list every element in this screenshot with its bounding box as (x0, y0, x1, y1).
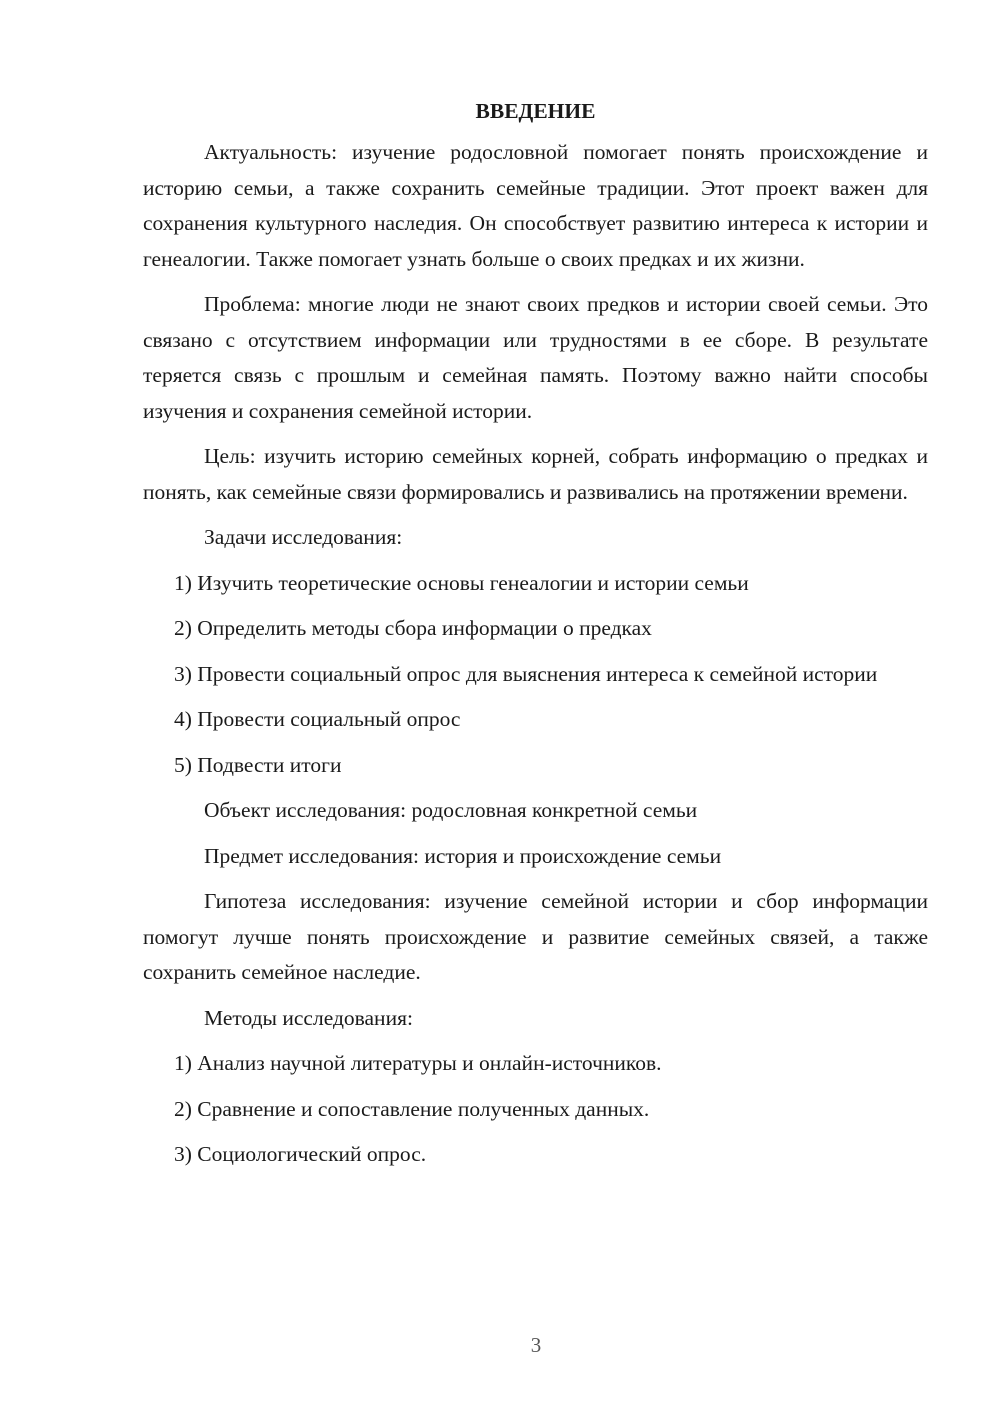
methods-heading: Методы исследования: (204, 1005, 413, 1030)
page-number: 3 (530, 1333, 542, 1357)
paragraph-hypothesis: Гипотеза исследования: изучение семейной истории и сбор информации помогут лучше понять происхождение и развитие семейных связей, а также сохранить семейное наследие. (143, 889, 928, 984)
method-item-2: 2) Сравнение и сопоставление полученных данных. (174, 1096, 650, 1121)
task-item-4: 4) Провести социальный опрос (174, 707, 461, 731)
paragraph-problem: Проблема: многие люди не знают своих предков и истории своей семьи. Это связано с отсутствием информации или трудностями в ее сборе. В результате теряется связь с прошлым и семейная память. Поэтому важно найти способы изучения и сохранения семейной истории. (143, 292, 928, 423)
paragraph-relevance: Актуальность: изучение родословной помогает понять происхождение и историю семьи, а также сохранить семейные традиции. Этот проект важен для сохранения культурного наследия. Он способствует развитию интереса к истории и генеалогии. Также помогает узнать больше о своих предках и их жизни. (143, 140, 928, 271)
document-page (143, 96, 928, 1183)
page-title: ВВЕДЕНИЕ (475, 99, 596, 123)
task-item-1: 1) Изучить теоретические основы генеалогии и истории семьи (174, 570, 749, 595)
task-item-3: 3) Провести социальный опрос для выяснения интереса к семейной истории (174, 661, 878, 686)
method-item-1: 1) Анализ научной литературы и онлайн-источников. (174, 1051, 662, 1075)
paragraph-object: Объект исследования: родословная конкретной семьи (204, 798, 698, 822)
method-item-3: 3) Социологический опрос. (174, 1142, 427, 1166)
tasks-heading: Задачи исследования: (204, 525, 403, 549)
task-item-2: 2) Определить методы сбора информации о предках (174, 616, 652, 640)
paragraph-subject: Предмет исследования: история и происхождение семьи (204, 843, 722, 868)
task-item-5: 5) Подвести итоги (174, 752, 342, 777)
paragraph-goal: Цель: изучить историю семейных корней, собрать информацию о предках и понять, как семейные связи формировались и развивались на протяжении времени. (143, 444, 928, 504)
